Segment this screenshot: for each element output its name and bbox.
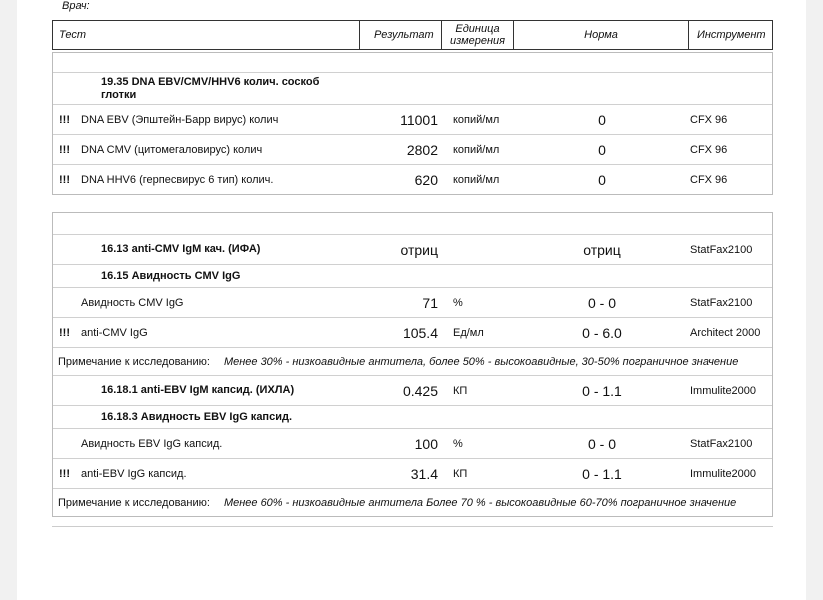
table-row — [53, 104, 772, 134]
unit-value: КП — [453, 467, 468, 480]
test-name: anti-EBV IgG капсид. — [81, 467, 187, 480]
unit-value: КП — [453, 384, 468, 397]
norm-value: 0 - 0 — [587, 435, 616, 452]
alert-mark: !!! — [59, 113, 70, 126]
instrument-value: StatFax2100 — [690, 437, 753, 450]
col-test: Тест — [59, 29, 87, 41]
test-name: anti-CMV IgG — [81, 326, 148, 339]
col-instrument: Инструмент — [688, 21, 773, 49]
note-row — [53, 488, 772, 516]
unit-value: копий/мл — [453, 143, 500, 156]
unit-value: % — [453, 296, 463, 309]
result-value: 31.4 — [410, 465, 438, 482]
group-title: 19.35 DNA EBV/CMV/HHV6 колич. соскоб глотки — [101, 75, 320, 101]
instrument-value: Architect 2000 — [690, 326, 761, 339]
norm-value: 0 - 1.1 — [582, 465, 622, 482]
spacer-row — [53, 53, 772, 72]
alert-mark: !!! — [59, 467, 70, 480]
test-name: DNA EBV (Эпштейн-Барр вирус) колич — [81, 113, 279, 126]
note-label: Примечание к исследованию: — [58, 355, 210, 368]
norm-value: 0 — [598, 141, 606, 158]
test-name: 16.18.1 anti-EBV IgM капсид. (ИХЛА) — [101, 384, 295, 396]
norm-value: 0 — [598, 111, 606, 128]
unit-value: копий/мл — [453, 173, 500, 186]
result-value: отриц — [400, 241, 438, 258]
norm-value: 0 - 1.1 — [582, 382, 622, 399]
norm-value: отриц — [583, 241, 621, 258]
result-value: 620 — [414, 171, 438, 188]
instrument-value: StatFax2100 — [690, 296, 753, 309]
instrument-value: CFX 96 — [690, 143, 728, 156]
test-name: Авидность CMV IgG — [81, 296, 184, 309]
instrument-value: Immulite2000 — [690, 384, 757, 397]
table-row — [53, 234, 772, 264]
unit-value: Ед/мл — [453, 326, 484, 339]
instrument-value: CFX 96 — [690, 173, 728, 186]
instrument-value: StatFax2100 — [690, 243, 753, 256]
result-value: 100 — [414, 435, 438, 452]
test-name: Авидность EBV IgG капсид. — [81, 437, 223, 450]
result-value: 11001 — [400, 111, 438, 128]
result-value: 0.425 — [402, 382, 438, 399]
instrument-value: Immulite2000 — [690, 467, 757, 480]
table-row — [53, 317, 772, 347]
table-row — [53, 164, 772, 194]
spacer-row — [53, 213, 772, 234]
note — [58, 489, 736, 516]
unit-value: копий/мл — [453, 113, 500, 126]
alert-mark: !!! — [59, 143, 70, 156]
result-value: 2802 — [406, 141, 438, 158]
col-unit: Единица измерения — [441, 21, 513, 49]
page-divider — [52, 526, 773, 527]
group-title: 16.15 Авидность CMV IgG — [101, 269, 241, 282]
section-serology — [52, 212, 773, 517]
doctor-label: Врач: — [62, 0, 90, 12]
note-text: Менее 30% - низкоавидные антитела, более 50% - высокоавидные, 30-50% пограничное значение — [223, 355, 739, 368]
test-name: DNA HHV6 (герпесвирус 6 тип) колич. — [81, 173, 274, 186]
table-row — [53, 428, 772, 458]
note — [58, 348, 738, 375]
table-row — [53, 458, 772, 488]
group-row — [53, 264, 772, 287]
test-name: DNA CMV (цитомегаловирус) колич — [81, 143, 263, 156]
table-row — [53, 134, 772, 164]
table-header — [52, 20, 773, 50]
note-row — [53, 347, 772, 375]
norm-value: 0 — [598, 171, 606, 188]
result-value: 105.4 — [402, 324, 438, 341]
alert-mark: !!! — [59, 326, 70, 339]
unit-value: % — [453, 437, 463, 450]
table-row — [53, 375, 772, 405]
instrument-value: CFX 96 — [690, 113, 728, 126]
result-value: 71 — [422, 294, 438, 311]
note-text: Менее 60% - низкоавидные антитела Более 70 % - высокоавидные 60-70% пограничное значение — [223, 496, 737, 509]
group-row — [53, 72, 772, 104]
group-row — [53, 405, 772, 428]
test-name: 16.13 anti-CMV IgM кач. (ИФА) — [101, 243, 261, 255]
group-title: 16.18.3 Авидность EBV IgG капсид. — [101, 410, 292, 423]
alert-mark: !!! — [59, 173, 70, 186]
note-label: Примечание к исследованию: — [58, 496, 210, 509]
col-norm: Норма — [513, 21, 688, 49]
col-result: Результат — [359, 21, 441, 49]
norm-value: 0 - 6.0 — [582, 324, 622, 341]
table-row — [53, 287, 772, 317]
norm-value: 0 - 0 — [587, 294, 616, 311]
section-pcr — [52, 52, 773, 195]
